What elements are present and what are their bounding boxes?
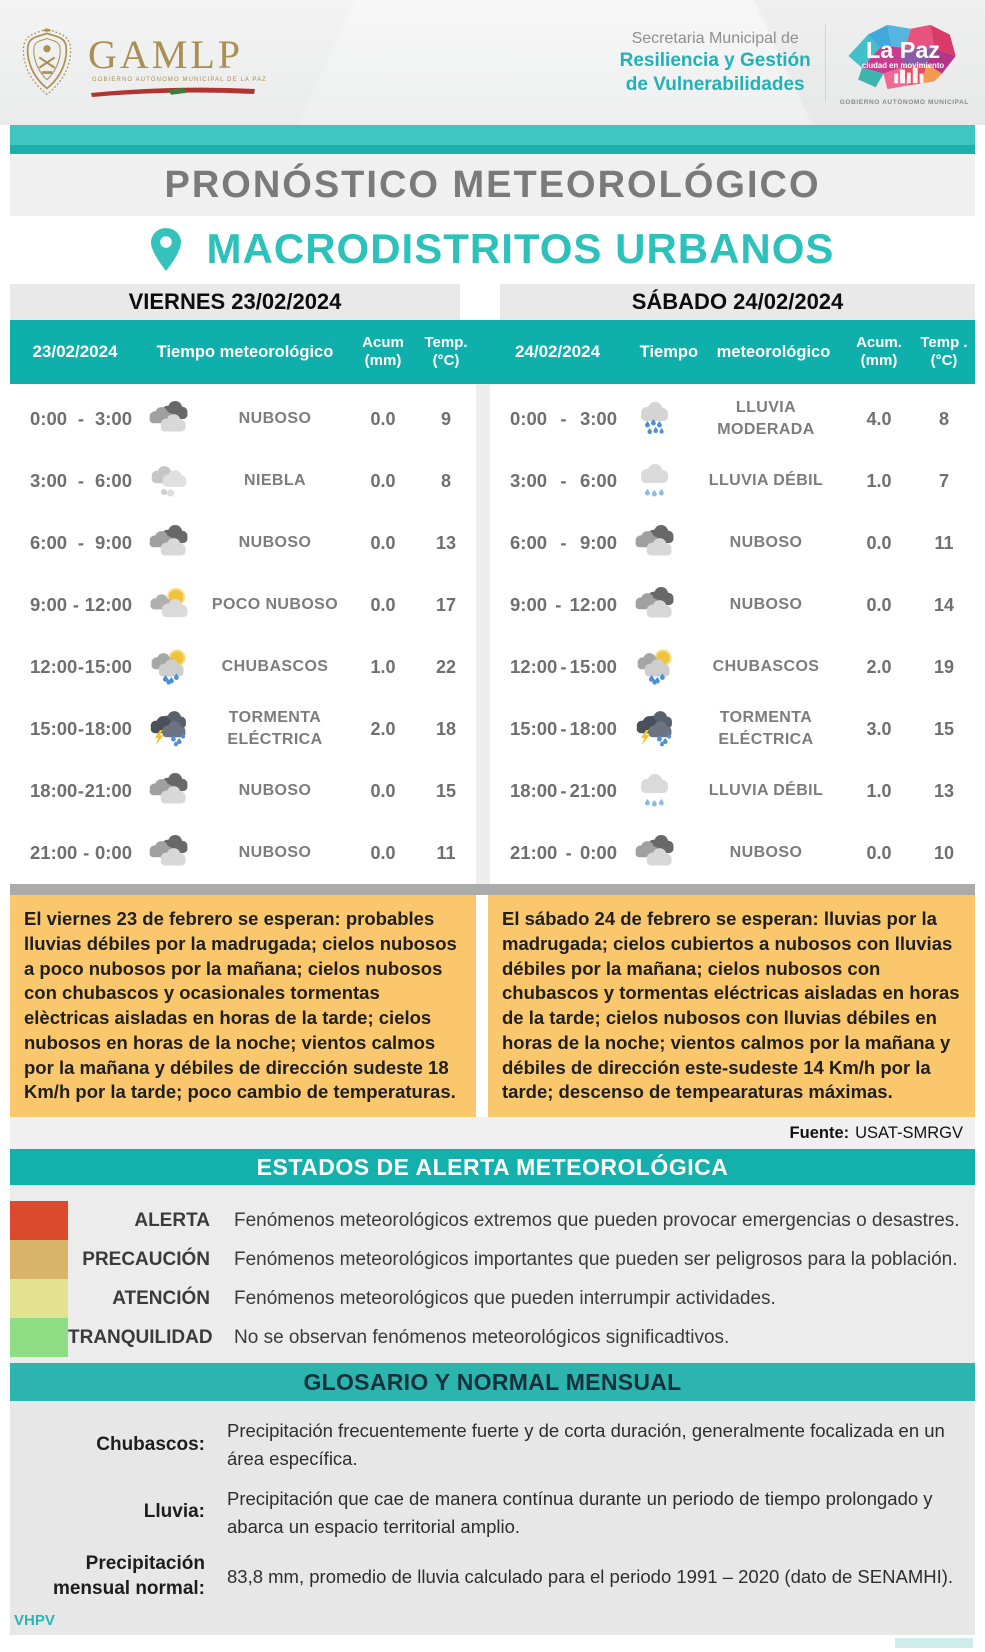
time-to: 6:00	[94, 470, 132, 491]
day-header-gap	[460, 284, 500, 320]
time-to: 15:00	[569, 656, 617, 677]
lapaz-tagline: ciudad en movimiento	[862, 60, 945, 70]
weather-description: CHUBASCOS	[221, 658, 329, 676]
nuboso-icon	[625, 586, 687, 624]
time-dash: -	[77, 780, 85, 801]
source-value: USAT-SMRGV	[855, 1123, 963, 1142]
time-range	[490, 408, 625, 430]
time-from: 6:00	[510, 532, 548, 553]
col-acum-line1: Acum	[362, 334, 404, 351]
time-range	[490, 656, 625, 678]
weather-description: NUBOSO	[238, 410, 312, 428]
temp-value: 8	[440, 470, 451, 491]
source-line	[10, 1117, 975, 1149]
secretaria-line1: Secretaria Municipal de	[631, 29, 799, 47]
acum-value: 1.0	[866, 780, 892, 801]
weather-description: NUBOSO	[729, 534, 803, 552]
table-row	[10, 388, 476, 450]
day2-table	[490, 384, 975, 884]
weather-description: CHUBASCOS	[712, 658, 820, 676]
temp-value: 8	[938, 408, 949, 429]
gamlp-logo	[16, 18, 267, 108]
time-range	[10, 408, 140, 430]
weather-description: TORMENTA ELÉCTRICA	[227, 709, 323, 748]
time-from: 9:00	[510, 594, 548, 615]
weather-description: NUBOSO	[729, 596, 803, 614]
glossary-term: Chubascos:	[96, 1433, 205, 1455]
acum-value: 3.0	[866, 718, 892, 739]
acum-value: 0.0	[370, 842, 396, 863]
temp-value: 22	[435, 656, 457, 677]
time-to: 15:00	[84, 656, 132, 677]
acum-value: 2.0	[370, 718, 396, 739]
weather-description: NUBOSO	[238, 844, 312, 862]
temp-value: 9	[440, 408, 451, 429]
lluvia-moderada-icon	[625, 400, 687, 438]
time-from: 6:00	[30, 532, 68, 553]
time-to: 0:00	[94, 842, 132, 863]
time-dash: -	[77, 408, 85, 429]
alert-description: Fenómenos meteorológicos importantes que pueden ser peligrosos para la población.	[234, 1248, 958, 1270]
author-initials: VHPV	[14, 1611, 55, 1629]
col-weather: Tiempo meteorológico	[156, 342, 334, 361]
bottom-strip	[10, 1635, 975, 1652]
time-to: 12:00	[569, 594, 617, 615]
time-range	[10, 842, 140, 864]
acum-value: 0.0	[370, 470, 396, 491]
time-to: 3:00	[579, 408, 617, 429]
day1-columns	[10, 320, 476, 384]
day1-table	[10, 384, 476, 884]
col-date: 23/02/2024	[32, 342, 118, 361]
table-row	[490, 698, 975, 760]
alert-label: ALERTA	[134, 1209, 210, 1231]
time-range	[10, 718, 140, 740]
table-row	[490, 636, 975, 698]
tormenta-electrica-icon	[140, 710, 200, 748]
teal-band-dark	[10, 145, 975, 154]
weather-description: LLUVIA DÉBIL	[708, 472, 824, 490]
table-row	[490, 822, 975, 884]
forecast-tables	[10, 384, 975, 884]
acum-value: 1.0	[866, 470, 892, 491]
weather-description: LLUVIA MODERADA	[717, 399, 815, 438]
col-acum-line2: (mm)	[364, 352, 402, 369]
bottom-teal-accent	[895, 1638, 973, 1648]
subtitle-band	[10, 216, 975, 282]
time-range	[10, 780, 140, 802]
time-to: 18:00	[569, 718, 617, 739]
glossary-term: Precipitación mensual normal:	[52, 1553, 205, 1599]
weather-description: NUBOSO	[729, 844, 803, 862]
alert-row	[10, 1201, 975, 1240]
acum-value: 0.0	[370, 594, 396, 615]
summary-gap	[476, 895, 488, 1117]
time-to: 3:00	[94, 408, 132, 429]
nuboso-icon	[140, 772, 200, 810]
col-temp-line2: (°C)	[930, 352, 958, 369]
alert-label: ATENCIÓN	[112, 1287, 210, 1309]
niebla-icon	[140, 462, 200, 500]
time-to: 0:00	[579, 842, 617, 863]
glossary-definition: Precipitación que cae de manera contínua durante un periodo de tiempo prolongado y abarca un espacio territorial amplio.	[227, 1487, 933, 1537]
col-temp	[913, 334, 975, 370]
lluvia-debil-icon	[625, 462, 687, 500]
time-from: 21:00	[510, 842, 558, 863]
time-from: 18:00	[510, 780, 558, 801]
day2-title: SÁBADO 24/02/2024	[500, 284, 975, 320]
day2-summary: El sábado 24 de febrero se esperan: lluvias por la madrugada; cielos cubiertos a nubosos con lluvias débiles por la mañana; cielos nubosos con chubascos y tormentas eléctricas aisladas en horas de la tarde; cielos nubosos con lluvias débiles en horas de la noche; vientos calmos por la mañana y débiles de dirección este-sudeste 14 Km/h por la tarde; descenso de tempearaturas máximas.	[488, 895, 975, 1117]
day1-summary: El viernes 23 de febrero se esperan: probables lluvias débiles por la madrugada; cielos nubosos a poco nubosos por la mañana; cielos nubosos con chubascos y ocasionales tormentas elèctricas aisladas en horas de la tarde; cielos nubosos en horas de la noche; vientos calmos por la mañana y débiles de dirección sudeste 18 Km/h por la tarde; poco cambio de temperaturas.	[10, 895, 476, 1117]
time-dash: -	[77, 718, 85, 739]
glossary-rows	[10, 1411, 975, 1607]
location-pin-icon	[151, 228, 181, 271]
table-row	[10, 574, 476, 636]
time-dash: -	[560, 718, 567, 739]
temp-value: 19	[933, 656, 955, 677]
time-dash: -	[72, 594, 79, 615]
time-to: 21:00	[569, 780, 617, 801]
alert-description: Fenómenos meteorológicos extremos que pueden provocar emergencias o desastres.	[234, 1209, 960, 1231]
time-range	[10, 470, 140, 492]
time-from: 0:00	[30, 408, 68, 429]
time-dash: -	[560, 408, 567, 429]
acum-value: 0.0	[370, 408, 396, 429]
glossary-definition: Precipitación frecuentemente fuerte y de corta duración, generalmente focalizada en un área específica.	[227, 1420, 945, 1469]
nuboso-icon	[625, 524, 687, 562]
time-from: 12:00	[510, 656, 558, 677]
main-title-band	[10, 154, 975, 216]
masthead	[0, 0, 985, 125]
table-row	[10, 512, 476, 574]
temp-value: 11	[934, 532, 954, 553]
alert-row	[10, 1279, 975, 1318]
time-to: 12:00	[84, 594, 132, 615]
col-acum	[350, 334, 416, 370]
lapaz-logo	[840, 19, 969, 106]
table-row	[490, 450, 975, 512]
temp-value: 17	[435, 594, 457, 615]
alert-color-swatch	[10, 1279, 68, 1318]
lluvia-debil-icon	[625, 772, 687, 810]
nuboso-icon	[140, 834, 200, 872]
col-acum-line2: (mm)	[860, 352, 898, 369]
glossary-row	[10, 1546, 975, 1607]
day1-title: VIERNES 23/02/2024	[10, 284, 460, 320]
nuboso-icon	[140, 524, 200, 562]
alert-description: No se observan fenómenos meteorológicos significadtivos.	[234, 1326, 730, 1348]
columns-gap	[476, 320, 490, 384]
nuboso-icon	[140, 400, 200, 438]
secretaria-wordmark	[620, 29, 811, 97]
glossary-term: Lluvia:	[143, 1501, 205, 1523]
weather-description: TORMENTA ELÉCTRICA	[718, 709, 814, 748]
weather-description: POCO NUBOSO	[211, 596, 339, 614]
time-from: 0:00	[510, 408, 548, 429]
table-row	[10, 450, 476, 512]
acum-value: 0.0	[866, 842, 892, 863]
teal-band-light	[10, 125, 975, 145]
glossary-definition: 83,8 mm, promedio de lluvia calculado para el periodo 1991 – 2020 (dato de SENAMHI).	[227, 1566, 954, 1588]
alert-color-swatch	[10, 1201, 68, 1240]
acum-value: 0.0	[370, 532, 396, 553]
glossary-row	[10, 1411, 975, 1479]
alert-color-swatch	[10, 1318, 68, 1357]
col-date: 24/02/2024	[514, 342, 601, 361]
alerts-title-band	[10, 1149, 975, 1185]
acum-value: 1.0	[370, 656, 396, 677]
logo-divider	[825, 24, 826, 102]
tormenta-electrica-icon	[625, 710, 687, 748]
time-dash: -	[83, 842, 90, 863]
time-dash: -	[77, 532, 85, 553]
col-acum	[845, 334, 913, 370]
time-range	[490, 532, 625, 554]
acum-value: 0.0	[370, 780, 396, 801]
glossary-title-band	[10, 1363, 975, 1401]
col-temp	[416, 334, 476, 370]
table-row	[490, 388, 975, 450]
chubascos-icon	[140, 648, 200, 686]
time-dash: -	[555, 594, 562, 615]
alerts-table	[10, 1185, 975, 1363]
temp-value: 11	[436, 842, 456, 863]
table-row	[490, 760, 975, 822]
time-range	[490, 718, 625, 740]
alert-row	[10, 1240, 975, 1279]
temp-value: 15	[933, 718, 955, 739]
gamlp-wordmark	[88, 31, 267, 97]
nuboso-icon	[625, 834, 687, 872]
time-from: 3:00	[510, 470, 548, 491]
gamlp-subtext: GOBIERNO AUTÓNOMO MUNICIPAL DE LA PAZ	[92, 76, 267, 83]
time-dash: -	[77, 470, 85, 491]
chubascos-icon	[625, 648, 687, 686]
table-row	[10, 822, 476, 884]
lapaz-name: La Paz	[866, 37, 941, 63]
time-from: 12:00	[30, 656, 78, 677]
acum-value: 0.0	[866, 532, 892, 553]
gray-divider-bar	[10, 884, 975, 895]
acum-value: 0.0	[866, 594, 892, 615]
gamlp-acronym: GAMLP	[88, 31, 244, 77]
temp-value: 7	[938, 470, 949, 491]
time-range	[490, 780, 625, 802]
time-dash: -	[560, 470, 567, 491]
time-from: 9:00	[30, 594, 68, 615]
gamlp-ribbon-icon	[88, 84, 258, 97]
source-label: Fuente:	[789, 1123, 850, 1142]
weather-description: NIEBLA	[244, 472, 306, 490]
table-row	[10, 760, 476, 822]
time-to: 9:00	[579, 532, 617, 553]
col-temp-line1: Temp.	[424, 334, 468, 351]
weather-description: NUBOSO	[238, 782, 312, 800]
alerts-title: ESTADOS DE ALERTA METEOROLÓGICA	[256, 1153, 729, 1180]
col-weather: Tiempo meteorológico	[639, 342, 831, 361]
time-range	[10, 656, 140, 678]
time-range	[490, 842, 625, 864]
institutional-logos	[620, 19, 969, 106]
poco-nuboso-icon	[140, 586, 200, 624]
weather-description: NUBOSO	[238, 534, 312, 552]
lapaz-map-icon	[840, 19, 968, 97]
weather-description: LLUVIA DÉBIL	[708, 782, 824, 800]
glossary-title: GLOSARIO Y NORMAL MENSUAL	[303, 1368, 682, 1395]
glossary-table	[10, 1401, 975, 1634]
col-temp-line1: Temp .	[920, 334, 968, 351]
page-title: PRONÓSTICO METEOROLÓGICO	[164, 163, 821, 206]
temp-value: 13	[933, 780, 955, 801]
table-row	[490, 512, 975, 574]
time-range	[490, 470, 625, 492]
time-dash: -	[560, 780, 567, 801]
content	[10, 125, 975, 1652]
glossary-row	[10, 1479, 975, 1547]
table-row	[10, 698, 476, 760]
time-to: 9:00	[94, 532, 132, 553]
lapaz-caption: GOBIERNO AUTÓNOMO MUNICIPAL	[839, 99, 969, 106]
table-divider	[476, 384, 490, 884]
time-dash: -	[565, 842, 572, 863]
secretaria-line3: de Vulnerabilidades	[625, 73, 805, 95]
table-row	[10, 636, 476, 698]
day-headers	[10, 284, 975, 320]
col-acum-line1: Acum.	[856, 334, 902, 351]
temp-value: 13	[435, 532, 457, 553]
acum-value: 4.0	[866, 408, 892, 429]
alert-color-swatch	[10, 1240, 68, 1279]
temp-value: 18	[435, 718, 457, 739]
time-dash: -	[560, 656, 567, 677]
time-to: 18:00	[84, 718, 132, 739]
time-dash: -	[77, 656, 85, 677]
time-from: 15:00	[510, 718, 558, 739]
alert-label: PRECAUCIÓN	[82, 1248, 210, 1270]
alert-label: TRANQUILIDAD	[68, 1326, 213, 1348]
day2-columns	[490, 320, 975, 384]
time-dash: -	[560, 532, 567, 553]
time-from: 18:00	[30, 780, 78, 801]
time-range	[10, 532, 140, 554]
time-to: 21:00	[84, 780, 132, 801]
page-subtitle: MACRODISTRITOS URBANOS	[206, 225, 835, 272]
table-row	[490, 574, 975, 636]
time-from: 21:00	[30, 842, 78, 863]
time-to: 6:00	[579, 470, 617, 491]
acum-value: 2.0	[866, 656, 892, 677]
temp-value: 15	[435, 780, 457, 801]
temp-value: 14	[933, 594, 955, 615]
time-from: 3:00	[30, 470, 68, 491]
time-range	[10, 594, 140, 616]
alert-row	[10, 1318, 975, 1357]
alert-description: Fenómenos meteorológicos que pueden interrumpir actividades.	[234, 1287, 776, 1309]
summaries	[10, 895, 975, 1117]
secretaria-line2: Resiliencia y Gestión	[619, 49, 811, 71]
gamlp-crest-icon	[16, 24, 78, 108]
table-columns-header	[10, 320, 975, 384]
col-temp-line2: (°C)	[432, 352, 460, 369]
temp-value: 10	[933, 842, 955, 863]
time-from: 15:00	[30, 718, 78, 739]
time-range	[490, 594, 625, 616]
